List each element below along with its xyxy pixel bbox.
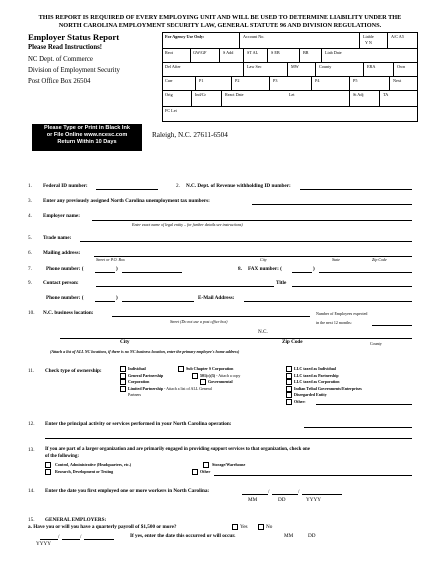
agency-cell: FC Let [165, 108, 177, 113]
q9-phone-label: Phone number: ( [46, 295, 84, 301]
q11-number: 11. [28, 368, 35, 374]
address-line-1: NC Dept. of Commerce [28, 56, 93, 63]
option-501c3[interactable]: 501(c)(3) - Attach a copy [192, 373, 240, 380]
q6-street-hint: Street or P.O. Box [96, 257, 125, 262]
address-line-3: Post Office Box 26504 [28, 78, 91, 85]
q10-county-label: County [370, 341, 382, 346]
q8-close-paren: ) [313, 266, 315, 272]
q14-mm: MM [248, 497, 258, 503]
q6-city-hint: City [260, 257, 267, 262]
agency-cell: GW/GF [193, 50, 207, 55]
agency-cell: BR [303, 50, 309, 55]
q10-label: N.C. business location: [43, 310, 94, 316]
first-employed-year-field[interactable] [302, 494, 342, 495]
q8-number: 8. [238, 266, 242, 272]
checkbox[interactable] [192, 469, 198, 475]
q1-number: 1. [28, 183, 32, 189]
prior-tax-numbers-field[interactable] [252, 204, 412, 205]
q6-zip-hint: Zip Code [372, 257, 387, 262]
first-employed-month-field[interactable] [242, 494, 268, 495]
checkbox[interactable] [45, 469, 51, 475]
date-slash: / [268, 489, 270, 495]
q14-number: 14. [28, 488, 35, 494]
agency-cell: ERA [367, 64, 376, 69]
checkbox[interactable] [178, 366, 184, 372]
email-field[interactable] [244, 301, 412, 302]
other-support-field[interactable] [214, 475, 412, 476]
agency-cell: Own [397, 64, 406, 69]
agency-cell: P1 [199, 78, 204, 83]
checkbox[interactable] [258, 524, 264, 530]
agency-cell: TA [383, 92, 389, 97]
q15-mm: MM [284, 533, 294, 539]
q10-street-hint: Street (Do not use a post office box) [170, 319, 228, 324]
q15-year-field[interactable] [84, 539, 114, 540]
agency-cell: ST AL [247, 50, 259, 55]
option-storage[interactable]: Storage/Warehouse [203, 462, 245, 468]
q6-number: 6. [28, 250, 32, 256]
date-slash: / [80, 534, 82, 540]
principal-activity-field-2[interactable] [45, 438, 412, 439]
contact-phone-area-field[interactable] [95, 301, 115, 302]
agency-cell: P5 [353, 78, 358, 83]
q2-number: 2. [176, 183, 180, 189]
q15-no-option[interactable]: No [258, 524, 272, 530]
q14-label: Enter the date you first employed one or more workers in North Carolina: [45, 488, 210, 494]
q7-number: 7. [28, 266, 32, 272]
option-llc-partnership[interactable]: LLC taxed as Partnership [286, 373, 339, 380]
employee-count-field[interactable] [372, 325, 412, 326]
fax-number-field[interactable] [319, 272, 412, 273]
agency-cell: P4 [315, 78, 320, 83]
q15-number: 15. [28, 517, 35, 523]
q6-state-hint: State [332, 257, 340, 262]
checkbox[interactable] [120, 366, 126, 372]
q3-label: Enter any previously assigned North Carolina unemployment tax numbers: [43, 198, 210, 204]
agency-cell: S EB [271, 50, 280, 55]
option-llc-corporation[interactable]: LLC taxed as Corporation [286, 379, 339, 386]
form-subtitle: Please Read Instructions! [28, 44, 103, 51]
q14-dd: DD [278, 497, 286, 503]
agency-cell: For Agency Use Only: [165, 34, 205, 39]
checkbox[interactable] [192, 373, 198, 379]
phone-number-field[interactable] [122, 272, 182, 273]
checkbox[interactable] [45, 462, 51, 468]
q15-day-field[interactable] [62, 539, 80, 540]
principal-activity-field[interactable] [304, 427, 412, 428]
option-tribal[interactable]: Indian Tribal Governments/Enterprises [286, 386, 362, 393]
agency-cell: Law Sec [247, 64, 262, 69]
agency-cell: Orig [165, 92, 173, 97]
q10-city-label: City [120, 339, 130, 345]
employer-name-field[interactable] [92, 220, 412, 221]
q11-label: Check type of ownership: [45, 368, 102, 374]
agency-cell: A/C A5 [391, 34, 404, 39]
option-corporation[interactable]: Corporation [120, 379, 149, 386]
option-individual[interactable]: Individual [120, 366, 146, 373]
notice-line-2: NORTH CAROLINA EMPLOYMENT SECURITY LAW, GENERAL STATUTE 96 AND DIVISION REGULATIONS. [58, 22, 382, 29]
checkbox[interactable] [286, 386, 292, 392]
other-ownership-field[interactable] [316, 404, 412, 405]
mailing-address-field[interactable] [94, 256, 412, 257]
option-research[interactable]: Research, Development or Testing [45, 469, 113, 475]
contact-title-field[interactable] [292, 286, 412, 287]
q9-title-label: Title [276, 280, 287, 286]
q4-number: 4. [28, 213, 32, 219]
option-other-support[interactable]: Other [192, 469, 210, 475]
agency-cell: Account No. [243, 34, 265, 39]
q6-label: Mailing address: [43, 250, 81, 256]
q10-employees-label: Number of Employees expected [316, 311, 368, 316]
q7-label: Phone number: ( [46, 266, 84, 272]
business-location-field[interactable] [112, 316, 310, 317]
agency-cell: Liable [363, 34, 374, 39]
business-city-line[interactable] [60, 338, 412, 339]
q15-label: GENERAL EMPLOYERS: [45, 517, 107, 523]
checkbox[interactable] [286, 366, 292, 372]
agency-cell: Next [393, 78, 402, 83]
date-slash: / [58, 534, 60, 540]
city-label: Raleigh, N.C. 27611-6504 [152, 131, 228, 139]
nc-revenue-id-field[interactable] [300, 189, 412, 190]
q7-close-paren: ) [116, 266, 118, 272]
q10-zip-label: Zip Code [282, 339, 303, 345]
option-llc-individual[interactable]: LLC taxed as Individual [286, 366, 336, 373]
q15a-label: a. Have you or will you have a quarterly payroll of $1,500 or more? [28, 524, 177, 530]
contact-person-field[interactable] [96, 286, 274, 287]
first-employed-day-field[interactable] [272, 494, 298, 495]
agency-use-table [162, 32, 418, 122]
instructions-banner [32, 124, 142, 151]
option-control-admin[interactable]: Control, Administrative (Headquarters, etc.) [45, 462, 131, 468]
phone-area-code-field[interactable] [95, 272, 115, 273]
agency-cell: St Adj [353, 92, 364, 97]
q10-number: 10. [28, 310, 35, 316]
q12-label: Enter the principal activity or services performed in your North Carolina operation: [45, 421, 232, 427]
agency-cell: Let [289, 92, 295, 97]
checkbox[interactable] [286, 399, 292, 405]
q1-label: Federal ID number: [43, 183, 88, 189]
q15-if-yes: If yes, enter the date this occurred or will occur. [130, 533, 236, 539]
q10-attach-note: (Attach a list of ALL NC locations, if there is no NC business location, enter the primary employee's home address) [50, 349, 240, 354]
agency-cell: Ind/Cr [195, 92, 206, 97]
q15-month-field[interactable] [40, 539, 58, 540]
checkbox[interactable] [120, 386, 126, 392]
trade-name-field[interactable] [80, 241, 412, 242]
agency-cell: S Add [223, 50, 234, 55]
q14-yyyy: YYYY [306, 497, 321, 503]
option-disregarded[interactable]: Disregarded Entity [286, 392, 327, 399]
address-line-2: Division of Employment Security [28, 67, 120, 74]
agency-cell: P3 [273, 78, 278, 83]
agency-cell: Reot [165, 50, 173, 55]
q4-hint: Enter exact name of legal entity – for further details see instructions) [132, 222, 243, 227]
option-governmental[interactable]: Governmental [200, 379, 233, 386]
agency-cell: County [319, 64, 332, 69]
q2-label: N.C. Dept. of Revenue withholding ID number: [186, 183, 291, 189]
agency-cell: Liab Date [325, 50, 342, 55]
q13-number: 13. [28, 447, 35, 453]
checkbox[interactable] [203, 462, 209, 468]
checkbox[interactable] [232, 524, 238, 530]
agency-cell: P2 [235, 78, 240, 83]
date-slash: / [298, 489, 300, 495]
q9-email-label: E-Mail Address: [198, 295, 235, 301]
agency-cell: React Date [225, 92, 244, 97]
q12-number: 12. [28, 421, 35, 427]
q8-label: FAX number: ( [248, 266, 282, 272]
notice-line-1: THIS REPORT IS REQUIRED OF EVERY EMPLOYING UNIT AND WILL BE USED TO DETERMINE LIABILITY UNDER THE [38, 14, 402, 21]
banner-line-1: Please Type or Print in Black Ink [43, 125, 130, 131]
option-general-partnership[interactable]: General Partnership [120, 373, 163, 380]
q10-next-label: in the next 12 months: [316, 320, 352, 325]
fax-area-code-field[interactable] [292, 272, 312, 273]
q9-label: Contact person: [43, 280, 79, 286]
q9-number: 9. [28, 280, 32, 286]
q5-number: 5. [28, 235, 32, 241]
form-title: Employer Status Report [28, 32, 120, 42]
contact-phone-field[interactable] [122, 301, 194, 302]
partners-label: Partners [128, 392, 142, 398]
q15-yes-option[interactable]: Yes [232, 524, 248, 530]
q9-close-paren: ) [116, 295, 118, 301]
q3-number: 3. [28, 198, 32, 204]
agency-cell: Y N [365, 40, 372, 45]
federal-id-field[interactable] [96, 189, 158, 190]
q5-label: Trade name: [43, 235, 72, 241]
q15-dd: DD [308, 533, 316, 539]
q15-yyyy: YYYY [36, 541, 51, 547]
banner-line-2: or File Online www.ncesc.com [46, 132, 128, 138]
checkbox[interactable] [286, 392, 292, 398]
q13-line-2: of the following: [45, 454, 79, 459]
agency-cell: MW [291, 64, 299, 69]
option-other[interactable]: Other: [286, 399, 306, 406]
ownership-options [120, 366, 420, 406]
agency-cell: Curr [165, 78, 173, 83]
checkbox[interactable] [120, 379, 126, 385]
q13-line-1: If you are part of a larger organization and are primarily engaged in providing support services to that organization, check one [45, 447, 310, 452]
banner-line-3: Return Within 10 Days [57, 139, 117, 145]
q4-label: Employer name: [43, 213, 80, 219]
checkbox[interactable] [286, 373, 292, 379]
agency-cell: Del After [165, 64, 181, 69]
checkbox[interactable] [120, 373, 126, 379]
option-sub-s-corp[interactable]: Sub Chapter S Corporation [178, 366, 233, 373]
top-notice [10, 14, 430, 30]
checkbox[interactable] [286, 379, 292, 385]
q10-nc-label: N.C. [258, 329, 268, 335]
option-limited-partnership[interactable]: Limited Partnership - Attach a list of ALL General [120, 386, 212, 393]
checkbox[interactable] [200, 379, 206, 385]
